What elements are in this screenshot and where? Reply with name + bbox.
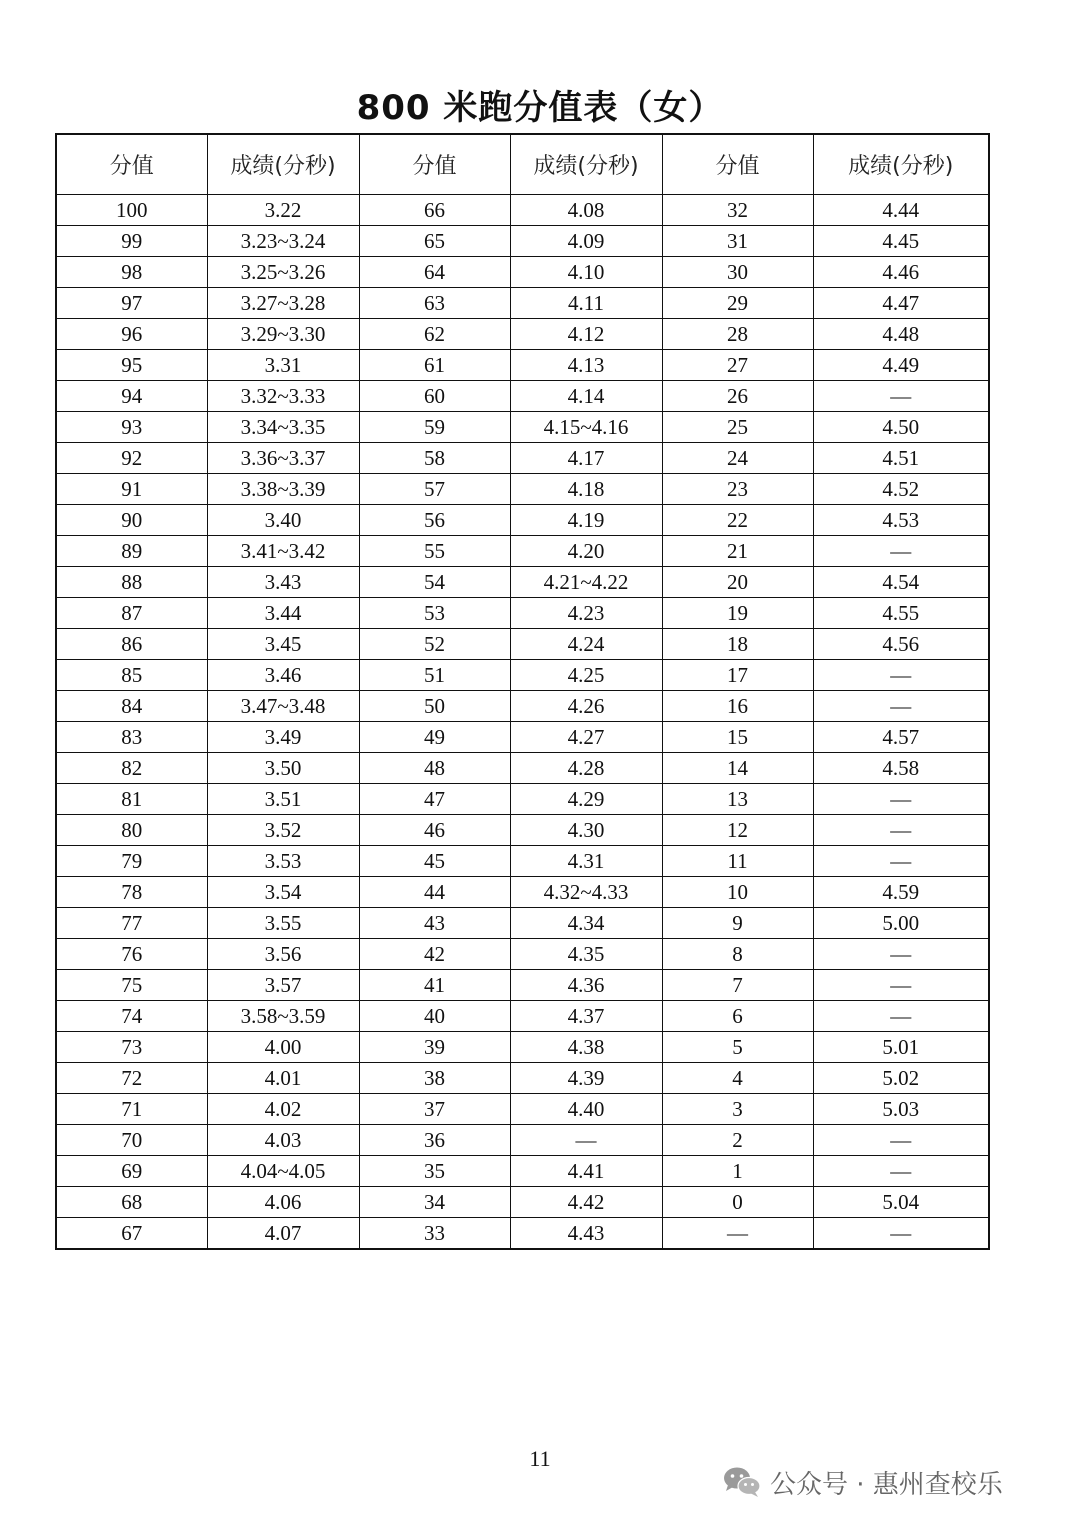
score-cell: 45 — [359, 846, 510, 877]
result-cell: 4.53 — [813, 505, 989, 536]
table-row — [56, 691, 989, 722]
result-cell: 4.09 — [510, 226, 662, 257]
score-cell: 95 — [56, 350, 207, 381]
result-cell: 5.04 — [813, 1187, 989, 1218]
table-row — [56, 877, 989, 908]
score-cell: 96 — [56, 319, 207, 350]
result-cell: 5.02 — [813, 1063, 989, 1094]
score-cell: 71 — [56, 1094, 207, 1125]
result-cell: 4.44 — [813, 195, 989, 226]
score-cell: 17 — [662, 660, 813, 691]
score-cell: 93 — [56, 412, 207, 443]
result-cell: 4.36 — [510, 970, 662, 1001]
score-cell: 34 — [359, 1187, 510, 1218]
score-cell: 14 — [662, 753, 813, 784]
result-cell: 3.29~3.30 — [207, 319, 359, 350]
score-cell: 79 — [56, 846, 207, 877]
result-cell: 3.38~3.39 — [207, 474, 359, 505]
result-cell: 3.58~3.59 — [207, 1001, 359, 1032]
result-cell: — — [813, 1156, 989, 1187]
result-cell: 4.03 — [207, 1125, 359, 1156]
score-cell: 38 — [359, 1063, 510, 1094]
result-cell: 3.46 — [207, 660, 359, 691]
score-cell: 13 — [662, 784, 813, 815]
result-cell: — — [813, 536, 989, 567]
watermark-text: 公众号 · 惠州查校乐 — [770, 1469, 1003, 1500]
score-cell: 33 — [359, 1218, 510, 1250]
result-cell: — — [813, 1125, 989, 1156]
score-cell: 30 — [662, 257, 813, 288]
result-cell: 4.13 — [510, 350, 662, 381]
score-cell: 62 — [359, 319, 510, 350]
table-row — [56, 319, 989, 350]
result-cell: 4.26 — [510, 691, 662, 722]
score-cell: 51 — [359, 660, 510, 691]
result-cell: 4.08 — [510, 195, 662, 226]
score-cell: 68 — [56, 1187, 207, 1218]
result-cell: 4.31 — [510, 846, 662, 877]
score-cell: 91 — [56, 474, 207, 505]
result-cell: 4.56 — [813, 629, 989, 660]
score-cell: 0 — [662, 1187, 813, 1218]
result-cell: 4.06 — [207, 1187, 359, 1218]
result-cell: 4.28 — [510, 753, 662, 784]
score-cell: 23 — [662, 474, 813, 505]
result-cell: — — [813, 784, 989, 815]
table-header-row — [56, 134, 989, 195]
result-cell: 3.31 — [207, 350, 359, 381]
score-cell: 21 — [662, 536, 813, 567]
score-cell: 72 — [56, 1063, 207, 1094]
result-cell: 3.50 — [207, 753, 359, 784]
score-cell: 1 — [662, 1156, 813, 1187]
result-cell: 4.46 — [813, 257, 989, 288]
table-row — [56, 1125, 989, 1156]
score-cell: 81 — [56, 784, 207, 815]
score-cell: 15 — [662, 722, 813, 753]
score-cell: 24 — [662, 443, 813, 474]
table-row — [56, 257, 989, 288]
result-cell: 3.22 — [207, 195, 359, 226]
score-cell: 58 — [359, 443, 510, 474]
score-cell: 87 — [56, 598, 207, 629]
result-cell: — — [813, 846, 989, 877]
score-cell: 39 — [359, 1032, 510, 1063]
score-cell: 26 — [662, 381, 813, 412]
score-cell: 61 — [359, 350, 510, 381]
result-cell: — — [813, 970, 989, 1001]
result-cell: 3.54 — [207, 877, 359, 908]
result-cell: 4.49 — [813, 350, 989, 381]
result-cell: 4.40 — [510, 1094, 662, 1125]
result-cell: 4.12 — [510, 319, 662, 350]
score-cell: 36 — [359, 1125, 510, 1156]
table-row — [56, 784, 989, 815]
result-cell: 4.19 — [510, 505, 662, 536]
score-cell: 76 — [56, 939, 207, 970]
score-cell: 90 — [56, 505, 207, 536]
result-cell: 4.29 — [510, 784, 662, 815]
score-cell: 20 — [662, 567, 813, 598]
page-title: 800 米跑分值表（女） — [356, 88, 724, 128]
score-cell: 18 — [662, 629, 813, 660]
score-cell: 77 — [56, 908, 207, 939]
score-cell: 94 — [56, 381, 207, 412]
score-cell: 48 — [359, 753, 510, 784]
score-cell: 49 — [359, 722, 510, 753]
result-cell: 4.57 — [813, 722, 989, 753]
result-cell: 4.20 — [510, 536, 662, 567]
table-row — [56, 908, 989, 939]
result-cell: 3.52 — [207, 815, 359, 846]
score-cell: 6 — [662, 1001, 813, 1032]
table-row — [56, 412, 989, 443]
result-cell: 4.07 — [207, 1218, 359, 1250]
score-cell: 40 — [359, 1001, 510, 1032]
result-cell: 4.37 — [510, 1001, 662, 1032]
result-cell: 4.30 — [510, 815, 662, 846]
result-cell: 3.55 — [207, 908, 359, 939]
result-cell: 3.25~3.26 — [207, 257, 359, 288]
table-row — [56, 970, 989, 1001]
result-cell: — — [510, 1125, 662, 1156]
score-cell: 60 — [359, 381, 510, 412]
table-row — [56, 1156, 989, 1187]
result-cell: 4.42 — [510, 1187, 662, 1218]
score-cell: 41 — [359, 970, 510, 1001]
score-cell: 42 — [359, 939, 510, 970]
result-cell: 3.44 — [207, 598, 359, 629]
score-cell: 84 — [56, 691, 207, 722]
result-cell: — — [813, 1218, 989, 1250]
result-cell: 4.59 — [813, 877, 989, 908]
result-cell: 4.21~4.22 — [510, 567, 662, 598]
result-cell: 4.27 — [510, 722, 662, 753]
score-cell: 92 — [56, 443, 207, 474]
score-cell: 82 — [56, 753, 207, 784]
result-cell: 3.40 — [207, 505, 359, 536]
table-row — [56, 629, 989, 660]
result-cell: 3.41~3.42 — [207, 536, 359, 567]
result-cell: 4.10 — [510, 257, 662, 288]
result-cell: — — [813, 815, 989, 846]
table-row — [56, 815, 989, 846]
result-cell: 3.45 — [207, 629, 359, 660]
result-cell: — — [813, 660, 989, 691]
score-cell: 43 — [359, 908, 510, 939]
score-cell: 12 — [662, 815, 813, 846]
result-cell: 4.18 — [510, 474, 662, 505]
score-cell: 19 — [662, 598, 813, 629]
score-cell: 86 — [56, 629, 207, 660]
result-cell: 4.54 — [813, 567, 989, 598]
result-cell: 4.41 — [510, 1156, 662, 1187]
result-cell: 4.39 — [510, 1063, 662, 1094]
table-row — [56, 536, 989, 567]
result-cell: 4.24 — [510, 629, 662, 660]
result-cell: 4.25 — [510, 660, 662, 691]
result-cell: 4.04~4.05 — [207, 1156, 359, 1187]
table-row — [56, 1218, 989, 1250]
table-body — [56, 195, 989, 1250]
table-row — [56, 505, 989, 536]
table-row — [56, 350, 989, 381]
score-cell: 64 — [359, 257, 510, 288]
score-cell: 83 — [56, 722, 207, 753]
score-cell: 37 — [359, 1094, 510, 1125]
column-header-result: 成绩(分秒) — [207, 134, 359, 195]
score-cell: 56 — [359, 505, 510, 536]
table-row — [56, 226, 989, 257]
result-cell: 3.34~3.35 — [207, 412, 359, 443]
table-row — [56, 567, 989, 598]
result-cell: 5.01 — [813, 1032, 989, 1063]
score-cell: 67 — [56, 1218, 207, 1250]
result-cell: 3.51 — [207, 784, 359, 815]
table-row — [56, 939, 989, 970]
table-row — [56, 1094, 989, 1125]
score-cell: 10 — [662, 877, 813, 908]
score-cell: 52 — [359, 629, 510, 660]
result-cell: 3.47~3.48 — [207, 691, 359, 722]
result-cell: 3.32~3.33 — [207, 381, 359, 412]
result-cell: 4.50 — [813, 412, 989, 443]
result-cell: 4.58 — [813, 753, 989, 784]
score-cell: 11 — [662, 846, 813, 877]
score-cell: 80 — [56, 815, 207, 846]
result-cell: — — [813, 1001, 989, 1032]
result-cell: 3.56 — [207, 939, 359, 970]
score-cell: 59 — [359, 412, 510, 443]
watermark — [722, 1462, 1003, 1502]
score-cell: 27 — [662, 350, 813, 381]
result-cell: 4.38 — [510, 1032, 662, 1063]
result-cell: 4.14 — [510, 381, 662, 412]
score-cell: 7 — [662, 970, 813, 1001]
score-cell: 66 — [359, 195, 510, 226]
score-cell: 85 — [56, 660, 207, 691]
score-cell: 99 — [56, 226, 207, 257]
result-cell: 4.51 — [813, 443, 989, 474]
score-cell: 63 — [359, 288, 510, 319]
result-cell: 3.43 — [207, 567, 359, 598]
score-cell: 2 — [662, 1125, 813, 1156]
score-cell: — — [662, 1218, 813, 1250]
score-cell: 50 — [359, 691, 510, 722]
score-cell: 54 — [359, 567, 510, 598]
column-header-score: 分值 — [56, 134, 207, 195]
table-row — [56, 381, 989, 412]
table-row — [56, 660, 989, 691]
column-header-result: 成绩(分秒) — [813, 134, 989, 195]
result-cell: 4.52 — [813, 474, 989, 505]
result-cell: 4.45 — [813, 226, 989, 257]
result-cell: 4.01 — [207, 1063, 359, 1094]
score-cell: 16 — [662, 691, 813, 722]
score-cell: 55 — [359, 536, 510, 567]
score-cell: 4 — [662, 1063, 813, 1094]
result-cell: 4.17 — [510, 443, 662, 474]
result-cell: 4.15~4.16 — [510, 412, 662, 443]
table-row — [56, 598, 989, 629]
result-cell: 4.55 — [813, 598, 989, 629]
result-cell: 4.35 — [510, 939, 662, 970]
score-cell: 8 — [662, 939, 813, 970]
column-header-score: 分值 — [359, 134, 510, 195]
result-cell: 4.34 — [510, 908, 662, 939]
result-cell: 4.11 — [510, 288, 662, 319]
page-number: 11 — [529, 1446, 551, 1471]
result-cell: 3.49 — [207, 722, 359, 753]
score-cell: 47 — [359, 784, 510, 815]
table-row — [56, 1063, 989, 1094]
table-row — [56, 1187, 989, 1218]
column-header-result: 成绩(分秒) — [510, 134, 662, 195]
score-cell: 32 — [662, 195, 813, 226]
score-cell: 29 — [662, 288, 813, 319]
score-cell: 25 — [662, 412, 813, 443]
score-cell: 9 — [662, 908, 813, 939]
score-cell: 22 — [662, 505, 813, 536]
table-row — [56, 1032, 989, 1063]
score-cell: 28 — [662, 319, 813, 350]
score-cell: 98 — [56, 257, 207, 288]
column-header-score: 分值 — [662, 134, 813, 195]
table-row — [56, 443, 989, 474]
result-cell: 3.57 — [207, 970, 359, 1001]
score-cell: 31 — [662, 226, 813, 257]
result-cell: — — [813, 381, 989, 412]
result-cell: 4.02 — [207, 1094, 359, 1125]
result-cell: — — [813, 691, 989, 722]
score-cell: 44 — [359, 877, 510, 908]
score-cell: 35 — [359, 1156, 510, 1187]
result-cell: 4.00 — [207, 1032, 359, 1063]
score-cell: 74 — [56, 1001, 207, 1032]
result-cell: — — [813, 939, 989, 970]
score-cell: 53 — [359, 598, 510, 629]
score-cell: 57 — [359, 474, 510, 505]
result-cell: 3.23~3.24 — [207, 226, 359, 257]
score-table — [55, 133, 990, 1250]
result-cell: 3.53 — [207, 846, 359, 877]
score-cell: 75 — [56, 970, 207, 1001]
result-cell: 3.36~3.37 — [207, 443, 359, 474]
result-cell: 4.32~4.33 — [510, 877, 662, 908]
score-cell: 5 — [662, 1032, 813, 1063]
score-cell: 73 — [56, 1032, 207, 1063]
score-cell: 97 — [56, 288, 207, 319]
score-cell: 69 — [56, 1156, 207, 1187]
table-row — [56, 195, 989, 226]
score-cell: 78 — [56, 877, 207, 908]
result-cell: 4.47 — [813, 288, 989, 319]
result-cell: 4.48 — [813, 319, 989, 350]
score-cell: 88 — [56, 567, 207, 598]
score-cell: 100 — [56, 195, 207, 226]
wechat-icon — [722, 1465, 762, 1499]
score-cell: 46 — [359, 815, 510, 846]
result-cell: 5.00 — [813, 908, 989, 939]
table-row — [56, 474, 989, 505]
table-row — [56, 722, 989, 753]
score-cell: 89 — [56, 536, 207, 567]
table-row — [56, 1001, 989, 1032]
result-cell: 4.43 — [510, 1218, 662, 1250]
score-cell: 65 — [359, 226, 510, 257]
table-row — [56, 846, 989, 877]
result-cell: 4.23 — [510, 598, 662, 629]
result-cell: 3.27~3.28 — [207, 288, 359, 319]
table-row — [56, 288, 989, 319]
score-cell: 3 — [662, 1094, 813, 1125]
table-row — [56, 753, 989, 784]
result-cell: 5.03 — [813, 1094, 989, 1125]
score-cell: 70 — [56, 1125, 207, 1156]
